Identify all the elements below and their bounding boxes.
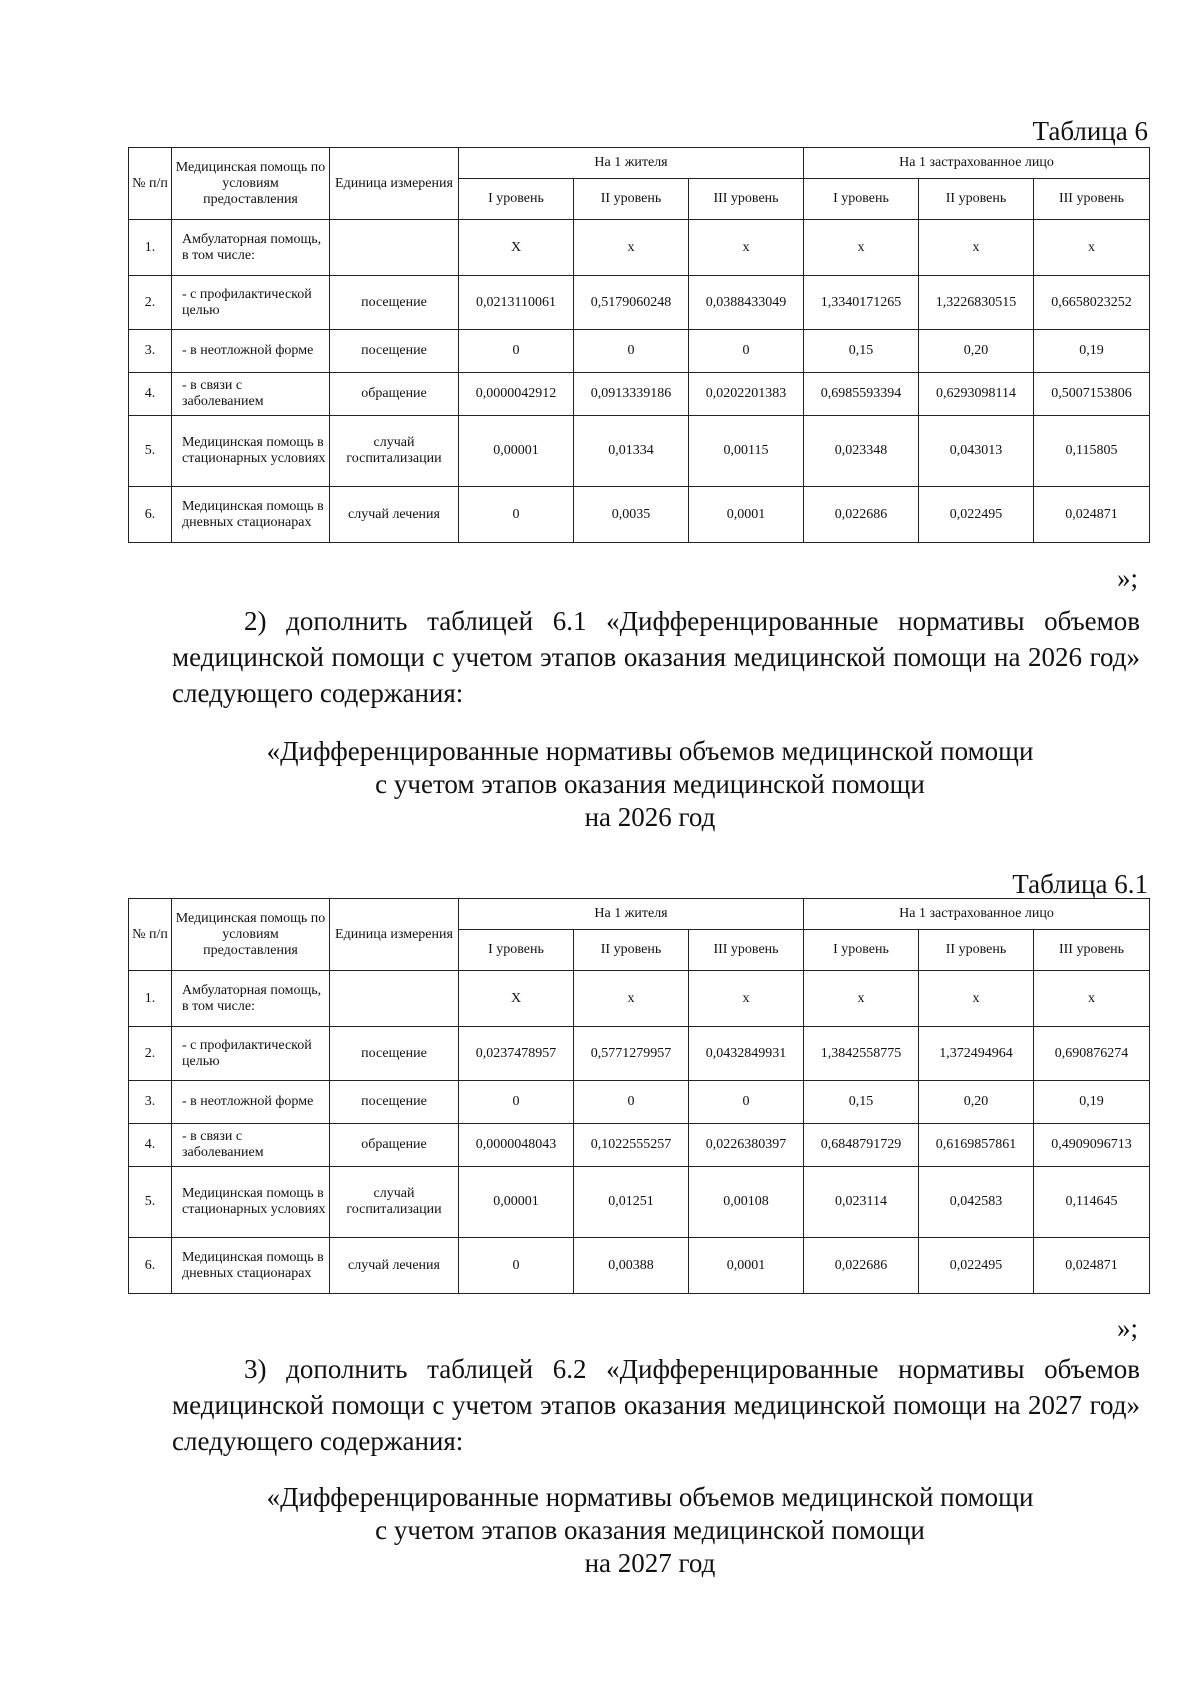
value-cell: 0,1022555257 [574, 1124, 689, 1167]
care-type: - в связи с заболеванием [172, 1124, 330, 1167]
section-heading-2026 [180, 735, 1120, 834]
value-cell: 1,3340171265 [804, 276, 919, 330]
value-cell: 0,00108 [689, 1167, 804, 1238]
header-level: II уровень [919, 930, 1034, 971]
row-number: 6. [129, 1238, 172, 1294]
row-number: 2. [129, 276, 172, 330]
row-number: 3. [129, 330, 172, 373]
value-cell: 0,15 [804, 330, 919, 373]
value-cell: 0,0432849931 [689, 1027, 804, 1081]
table-row [129, 416, 1150, 487]
value-cell: 0 [574, 1081, 689, 1124]
value-cell: 0,0202201383 [689, 373, 804, 416]
header-per-resident: На 1 жителя [459, 899, 804, 930]
header-level: III уровень [689, 930, 804, 971]
row-number: 4. [129, 1124, 172, 1167]
value-cell: 0,0001 [689, 487, 804, 543]
value-cell: 0,00115 [689, 416, 804, 487]
header-level: II уровень [574, 930, 689, 971]
unit: посещение [330, 1027, 459, 1081]
row-number: 4. [129, 373, 172, 416]
table-row [129, 1238, 1150, 1294]
value-cell: 0,022686 [804, 1238, 919, 1294]
value-cell: 0,042583 [919, 1167, 1034, 1238]
value-cell: х [689, 971, 804, 1027]
table-body [129, 220, 1150, 543]
value-cell: х [574, 971, 689, 1027]
header-unit: Единица измерения [330, 148, 459, 220]
care-type: - в неотложной форме [172, 1081, 330, 1124]
heading-line: с учетом этапов оказания медицинской помощи [375, 769, 925, 799]
unit: случай госпитализации [330, 416, 459, 487]
paragraph-text: 2) дополнить таблицей 6.1 «Дифференцированные нормативы объемов медицинской помощи с учетом этапов оказания медицинской помощи на 2026 год» следующего содержания: [172, 606, 1140, 708]
heading-line: «Дифференцированные нормативы объемов медицинской помощи [266, 1482, 1034, 1512]
value-cell: 0,690876274 [1034, 1027, 1150, 1081]
value-cell: 0,15 [804, 1081, 919, 1124]
value-cell: 0,4909096713 [1034, 1124, 1150, 1167]
value-cell: 0,5771279957 [574, 1027, 689, 1081]
value-cell: 0 [459, 487, 574, 543]
value-cell: х [689, 220, 804, 276]
value-cell: х [919, 220, 1034, 276]
unit: случай лечения [330, 487, 459, 543]
header-level: I уровень [804, 179, 919, 220]
header-per-resident: На 1 жителя [459, 148, 804, 179]
table-row [129, 1081, 1150, 1124]
value-cell: 0,6293098114 [919, 373, 1034, 416]
care-type: - в неотложной форме [172, 330, 330, 373]
value-cell: 0,19 [1034, 330, 1150, 373]
care-type: Медицинская помощь в дневных стационарах [172, 487, 330, 543]
unit [330, 971, 459, 1027]
value-cell: 0,00388 [574, 1238, 689, 1294]
value-cell: 0,0213110061 [459, 276, 574, 330]
header-number: № п/п [129, 148, 172, 220]
header-level: I уровень [804, 930, 919, 971]
value-cell: 0,043013 [919, 416, 1034, 487]
value-cell: х [804, 220, 919, 276]
care-type: Амбулаторная помощь, в том числе: [172, 220, 330, 276]
value-cell: 0,024871 [1034, 1238, 1150, 1294]
value-cell: 0,023114 [804, 1167, 919, 1238]
value-cell: 0,19 [1034, 1081, 1150, 1124]
value-cell: х [1034, 220, 1150, 276]
value-cell: 0,6985593394 [804, 373, 919, 416]
heading-line: на 2026 год [584, 802, 716, 832]
value-cell: х [804, 971, 919, 1027]
amendment-paragraph-2 [172, 603, 1140, 711]
closing-quote: »; [1116, 563, 1138, 593]
header-number: № п/п [129, 899, 172, 971]
unit [330, 220, 459, 276]
value-cell: х [919, 971, 1034, 1027]
value-cell: 0 [459, 1238, 574, 1294]
care-type: Медицинская помощь в стационарных условиях [172, 1167, 330, 1238]
value-cell: 0,114645 [1034, 1167, 1150, 1238]
header-level: I уровень [459, 179, 574, 220]
care-type: Медицинская помощь в стационарных условиях [172, 416, 330, 487]
value-cell: 1,3226830515 [919, 276, 1034, 330]
value-cell: 0,20 [919, 1081, 1034, 1124]
value-cell: 0,00001 [459, 416, 574, 487]
value-cell: 0,115805 [1034, 416, 1150, 487]
value-cell: 0,0035 [574, 487, 689, 543]
row-number: 5. [129, 416, 172, 487]
value-cell: 0,022686 [804, 487, 919, 543]
header-level: II уровень [574, 179, 689, 220]
header-level: III уровень [689, 179, 804, 220]
heading-line: на 2027 год [584, 1548, 716, 1578]
table-row [129, 276, 1150, 330]
unit: посещение [330, 276, 459, 330]
value-cell: 0 [689, 1081, 804, 1124]
unit: случай лечения [330, 1238, 459, 1294]
table-row [129, 971, 1150, 1027]
value-cell: 0,00001 [459, 1167, 574, 1238]
care-type: Амбулаторная помощь, в том числе: [172, 971, 330, 1027]
table-row [129, 1167, 1150, 1238]
value-cell: 1,3842558775 [804, 1027, 919, 1081]
row-number: 6. [129, 487, 172, 543]
header-care-type: Медицинская помощь по условиям предоставления [172, 148, 330, 220]
row-number: 5. [129, 1167, 172, 1238]
value-cell: 0,022495 [919, 487, 1034, 543]
section-heading-2027 [180, 1481, 1120, 1580]
paragraph-text: 3) дополнить таблицей 6.2 «Дифференцированные нормативы объемов медицинской помощи с учетом этапов оказания медицинской помощи на 2027 год» следующего содержания: [172, 1354, 1140, 1456]
value-cell: Х [459, 220, 574, 276]
value-cell: 0,0237478957 [459, 1027, 574, 1081]
care-type: - в связи с заболеванием [172, 373, 330, 416]
value-cell: х [1034, 971, 1150, 1027]
row-number: 1. [129, 971, 172, 1027]
value-cell: 0,01251 [574, 1167, 689, 1238]
table-row [129, 373, 1150, 416]
value-cell: 0,6658023252 [1034, 276, 1150, 330]
value-cell: 0 [689, 330, 804, 373]
value-cell: 0,023348 [804, 416, 919, 487]
closing-quote: »; [1116, 1313, 1138, 1343]
unit: случай госпитализации [330, 1167, 459, 1238]
value-cell: 0 [459, 330, 574, 373]
table-row [129, 487, 1150, 543]
header-per-insured: На 1 застрахованное лицо [804, 899, 1150, 930]
value-cell: х [574, 220, 689, 276]
table-6-1 [128, 898, 1150, 1294]
header-level: III уровень [1034, 930, 1150, 971]
value-cell: 0 [459, 1081, 574, 1124]
row-number: 2. [129, 1027, 172, 1081]
value-cell: 0,5179060248 [574, 276, 689, 330]
table-body [129, 971, 1150, 1294]
table-row [129, 1124, 1150, 1167]
unit: посещение [330, 330, 459, 373]
table-6-1-caption: Таблица 6.1 [1012, 869, 1148, 899]
unit: обращение [330, 373, 459, 416]
header-level: III уровень [1034, 179, 1150, 220]
care-type: - с профилактической целью [172, 1027, 330, 1081]
header-unit: Единица измерения [330, 899, 459, 971]
heading-line: с учетом этапов оказания медицинской помощи [375, 1515, 925, 1545]
value-cell: 0,022495 [919, 1238, 1034, 1294]
header-level: II уровень [919, 179, 1034, 220]
row-number: 3. [129, 1081, 172, 1124]
value-cell: 0,20 [919, 330, 1034, 373]
value-cell: 0,01334 [574, 416, 689, 487]
value-cell: 0,0000042912 [459, 373, 574, 416]
table-row [129, 330, 1150, 373]
unit: посещение [330, 1081, 459, 1124]
table-6-caption: Таблица 6 [1032, 116, 1148, 146]
value-cell: 0,024871 [1034, 487, 1150, 543]
value-cell: 0,6848791729 [804, 1124, 919, 1167]
value-cell: 0,0913339186 [574, 373, 689, 416]
table-6 [128, 147, 1150, 543]
header-level: I уровень [459, 930, 574, 971]
value-cell: 0,0226380397 [689, 1124, 804, 1167]
value-cell: 1,372494964 [919, 1027, 1034, 1081]
heading-line: «Дифференцированные нормативы объемов медицинской помощи [266, 736, 1034, 766]
value-cell: 0,0001 [689, 1238, 804, 1294]
header-care-type: Медицинская помощь по условиям предоставления [172, 899, 330, 971]
value-cell: 0,0388433049 [689, 276, 804, 330]
value-cell: 0,0000048043 [459, 1124, 574, 1167]
table-row [129, 1027, 1150, 1081]
row-number: 1. [129, 220, 172, 276]
unit: обращение [330, 1124, 459, 1167]
table-row [129, 220, 1150, 276]
amendment-paragraph-3 [172, 1351, 1140, 1459]
value-cell: 0 [574, 330, 689, 373]
care-type: Медицинская помощь в дневных стационарах [172, 1238, 330, 1294]
header-per-insured: На 1 застрахованное лицо [804, 148, 1150, 179]
value-cell: Х [459, 971, 574, 1027]
value-cell: 0,6169857861 [919, 1124, 1034, 1167]
care-type: - с профилактической целью [172, 276, 330, 330]
value-cell: 0,5007153806 [1034, 373, 1150, 416]
